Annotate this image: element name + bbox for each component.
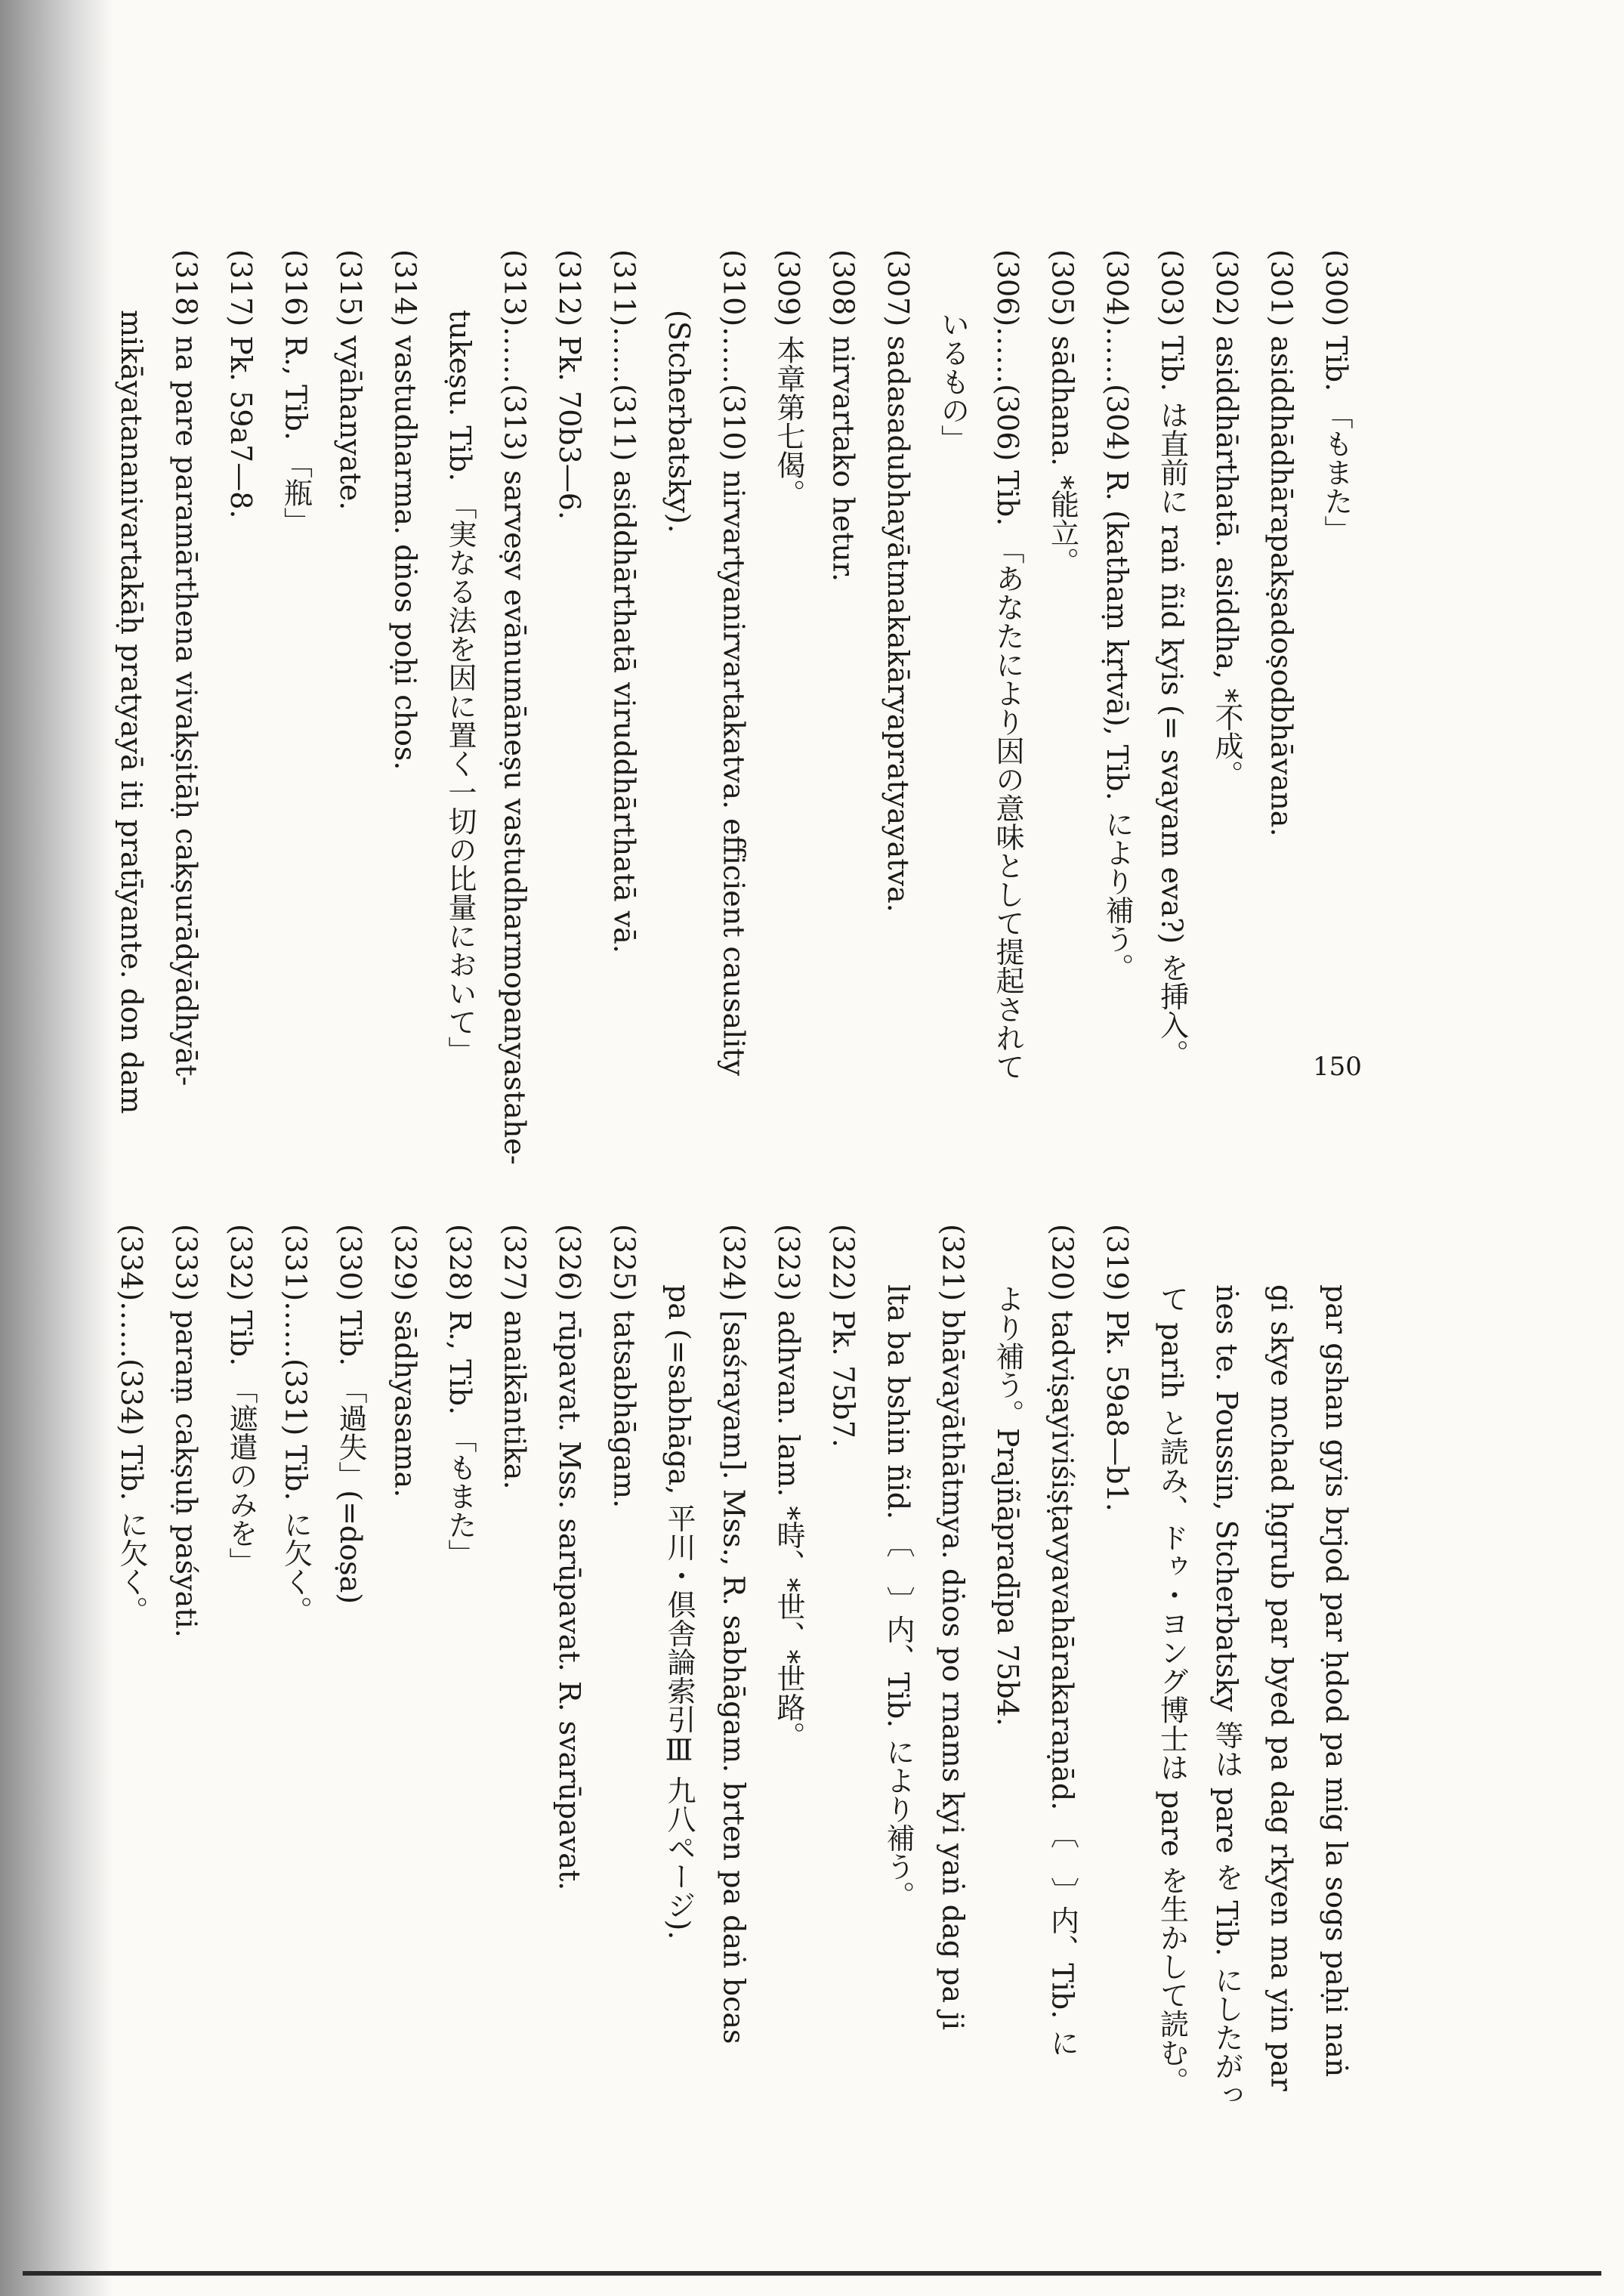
note-line: (333) paraṃ cakṣuḥ paśyati. xyxy=(169,1224,203,1638)
note-line-continuation: par gshan gyis brjod par ḥdod pa mig la sogs paḥi naṅ xyxy=(1320,1284,1353,2078)
note-line: (306)……(306) Tib. 「あなたにより因の意味として提起されて xyxy=(991,249,1024,1081)
note-line: (332) Tib. 「遮遣のみを」 xyxy=(224,1224,258,1577)
note-line: (322) Pk. 75b7. xyxy=(826,1224,860,1448)
note-line: (313)……(313) sarveṣv evānumāneṣu vastudharmopanyastahe- xyxy=(498,249,532,1165)
note-line: (305) sādhana. *能立。 xyxy=(1045,249,1079,576)
note-line: (303) Tib. は直前に raṅ ñid kyis (= svayam eva?) を挿入。 xyxy=(1155,249,1189,1068)
note-line: (330) Tib. 「過失」(=doṣa) xyxy=(334,1224,367,1605)
scan-shadow-edge xyxy=(0,0,113,2296)
note-line: (326) rūpavat. Mss. sarūpavat. R. svarūpavat. xyxy=(553,1224,586,1891)
note-line: (323) adhvan. lam. *時、*世、*世路。 xyxy=(772,1224,805,1751)
note-line-continuation: lta ba bshin ñid. 〔 〕内、Tib. により補う。 xyxy=(881,1284,915,1910)
note-line: (309) 本章第七偈。 xyxy=(772,249,805,508)
note-line: (321) bhāvayāthātmya. dṅos po rnams kyi yaṅ dag pa ji xyxy=(936,1224,970,2031)
note-line: (318) na pare paramārthena vivakṣitāḥ cakṣurādyādhyāt- xyxy=(169,249,203,1086)
note-line: (301) asiddhādhārapakṣadoṣodbhāvana. xyxy=(1264,249,1298,837)
note-line: (304)……(304) R. (kathaṃ kṛtvā), Tib. により補う。 xyxy=(1101,249,1134,982)
notes-column-upper xyxy=(115,249,1363,1209)
note-line-continuation: ṅes te. Poussin, Stcherbatsky 等は pare を Tib. にしたがっ xyxy=(1210,1284,1243,2109)
note-line: (314) vastudharma. dṅos poḥi chos. xyxy=(388,249,422,771)
note-line-continuation: いるもの」 xyxy=(936,310,970,453)
note-line-continuation: (Stcherbatsky). xyxy=(662,310,696,533)
note-line: (324) [saśrayam]. Mss., R. sabhāgam. brten pa daṅ bcas xyxy=(717,1224,751,2044)
note-line-continuation: tukeṣu. Tib. 「実なる法を因に置く一切の比量において」 xyxy=(443,310,477,1065)
page-bottom-rule xyxy=(23,2271,1601,2276)
note-line: (312) Pk. 70b3—6. xyxy=(553,249,586,521)
note-line: (311)……(311) asiddhārthatā viruddhārthatā vā. xyxy=(607,249,641,953)
note-line: (300) Tib. 「もまた」 xyxy=(1320,249,1353,545)
note-line: (316) R., Tib. 「瓶」 xyxy=(279,249,313,536)
note-line: (325) tatsabhāgam. xyxy=(607,1224,641,1509)
note-line-continuation: gi skye mchad ḥgrub par byed pa dag rkyen ma yin par xyxy=(1264,1284,1298,2091)
note-line: (307) sadasadubhayātmakakāryapratyayatva. xyxy=(881,249,915,913)
note-line: (308) nirvartako hetur. xyxy=(826,249,860,582)
note-line-continuation: より補う。Prajñāpradīpa 75b4. xyxy=(991,1284,1024,1726)
note-line: (328) R., Tib. 「もまた」 xyxy=(443,1224,477,1568)
note-line: (310)……(310) nirvartyanirvartakatva. efficient causality xyxy=(717,249,751,1077)
note-line-continuation: pa (=sabhāga, 平川・倶舎論索引Ⅲ 九八ページ). xyxy=(662,1284,696,1940)
note-line: (320) tadviṣayiviśiṣṭavyavahārakaraṇād. 〔 〕内、Tib. に xyxy=(1045,1224,1079,2057)
note-line-continuation: mikāyatananivartakāḥ pratyayā iti pratīyante. don dam xyxy=(115,310,148,1114)
note-line: (334)……(334) Tib. に欠く。 xyxy=(115,1224,148,1625)
note-line: (329) sādhyasama. xyxy=(388,1224,422,1498)
note-line-continuation: て parih と読み、ドゥ・ヨング博士は pare を生かして読む。 xyxy=(1155,1284,1189,2096)
page-number: 150 xyxy=(1313,1052,1362,1082)
note-line: (331)……(331) Tib. に欠く。 xyxy=(279,1224,313,1625)
note-line: (302) asiddhārthatā. asiddha, *不成。 xyxy=(1210,249,1243,790)
note-line: (319) Pk. 59a8—b1. xyxy=(1101,1224,1134,1512)
note-line: (315) vyāhanyate. xyxy=(334,249,367,511)
notes-column-lower xyxy=(115,1224,1363,2183)
note-line: (317) Pk. 59a7—8. xyxy=(224,249,258,519)
note-line: (327) anaikāntika. xyxy=(498,1224,532,1490)
